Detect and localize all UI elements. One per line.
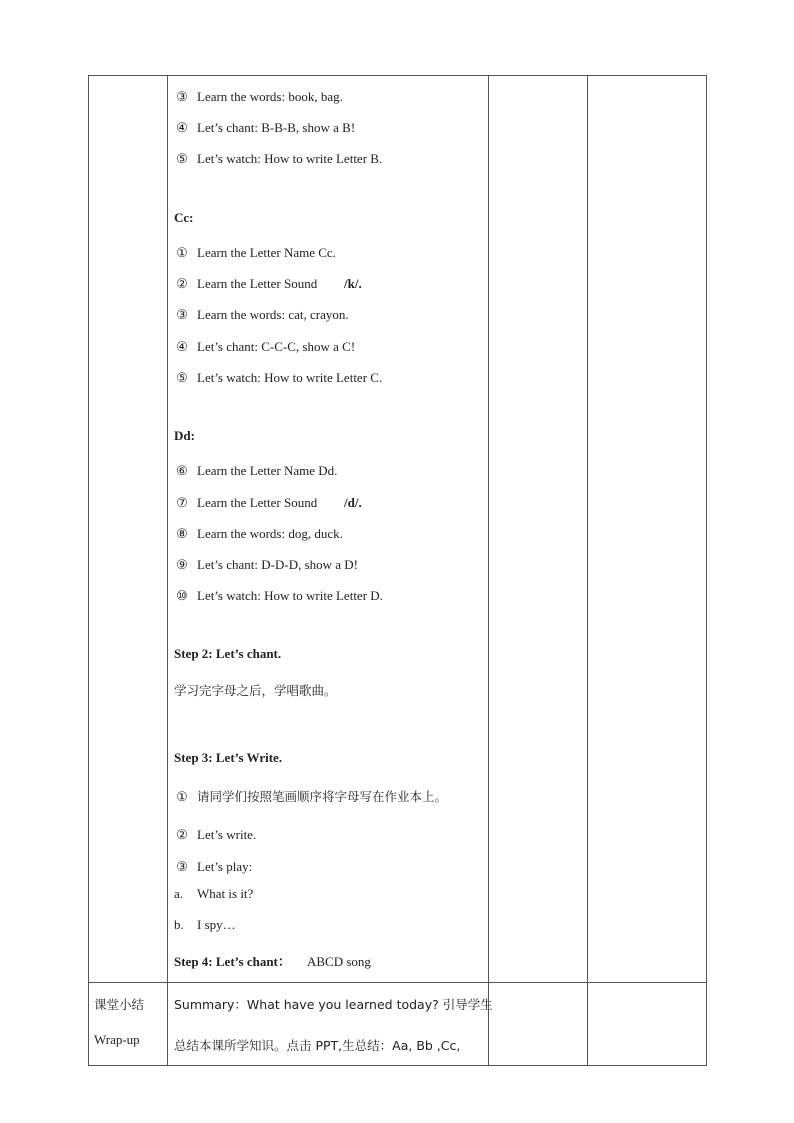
step4-song: ABCD song xyxy=(307,954,371,969)
activity-text: Let’s watch: How to write Letter B. xyxy=(197,151,383,166)
step2-heading: Step 2: Let’s chant. xyxy=(174,646,282,661)
table-left-border xyxy=(88,75,89,1066)
item-letter: a. xyxy=(174,886,184,901)
wrap-up-label-en: Wrap-up xyxy=(94,1032,140,1047)
table-right-border xyxy=(706,75,707,1066)
activity-text: Let’s write. xyxy=(197,827,257,842)
item-number: ① xyxy=(176,789,188,804)
activity-text: 请同学们按照笔画顺序将字母写在作业本上。 xyxy=(197,789,448,804)
item-letter: b. xyxy=(174,917,184,932)
wrap-up-label-cn: 课堂小结 xyxy=(94,997,145,1012)
activity-text: Learn the words: book, bag. xyxy=(197,89,343,104)
item-number: ⑧ xyxy=(176,526,188,541)
item-number: ④ xyxy=(176,120,188,135)
item-number: ⑩ xyxy=(176,588,188,603)
letter-sound: /k/. xyxy=(344,276,362,291)
activity-text: I spy… xyxy=(197,917,236,932)
step2-description: 学习完字母之后，学唱歌曲。 xyxy=(174,683,337,698)
activity-text: Learn the Letter Name Cc. xyxy=(197,245,336,260)
item-number: ⑦ xyxy=(176,495,188,510)
table-top-border xyxy=(88,75,707,76)
item-number: ⑤ xyxy=(176,370,188,385)
table-bottom-border xyxy=(88,1065,707,1066)
item-number: ⑤ xyxy=(176,151,188,166)
item-number: ② xyxy=(176,276,188,291)
column-divider-2 xyxy=(488,75,489,1066)
column-divider-1 xyxy=(167,75,168,1066)
row-divider xyxy=(88,982,707,983)
item-number: ⑥ xyxy=(176,463,188,478)
summary-line-1: Summary：What have you learned today? 引导学生 xyxy=(174,997,493,1012)
item-number: ③ xyxy=(176,307,188,322)
activity-text: Let’s watch: How to write Letter C. xyxy=(197,370,383,385)
item-number: ③ xyxy=(176,89,188,104)
activity-text: Learn the words: dog, duck. xyxy=(197,526,343,541)
activity-text: Let’s chant: C-C-C, show a C! xyxy=(197,339,356,354)
activity-text: Let’s watch: How to write Letter D. xyxy=(197,588,383,603)
activity-text: What is it? xyxy=(197,886,254,901)
activity-text: Learn the Letter Sound xyxy=(197,276,318,291)
item-number: ④ xyxy=(176,339,188,354)
activity-text: Let’s chant: B-B-B, show a B! xyxy=(197,120,356,135)
section-heading-cc: Cc: xyxy=(174,210,194,225)
item-number: ③ xyxy=(176,859,188,874)
item-number: ② xyxy=(176,827,188,842)
item-number: ① xyxy=(176,245,188,260)
summary-line-2: 总结本课所学知识。点击 PPT,生总结：Aa, Bb ,Cc, xyxy=(174,1038,461,1053)
step4-heading: Step 4: Let’s chant： xyxy=(174,954,291,969)
activity-text: Let’s chant: D-D-D, show a D! xyxy=(197,557,359,572)
activity-text: Learn the Letter Sound xyxy=(197,495,318,510)
letter-sound: /d/. xyxy=(344,495,362,510)
activity-text: Learn the words: cat, crayon. xyxy=(197,307,349,322)
activity-text: Learn the Letter Name Dd. xyxy=(197,463,338,478)
step3-heading: Step 3: Let’s Write. xyxy=(174,750,283,765)
item-number: ⑨ xyxy=(176,557,188,572)
column-divider-3 xyxy=(587,75,588,1066)
activity-text: Let’s play: xyxy=(197,859,253,874)
section-heading-dd: Dd: xyxy=(174,428,195,443)
